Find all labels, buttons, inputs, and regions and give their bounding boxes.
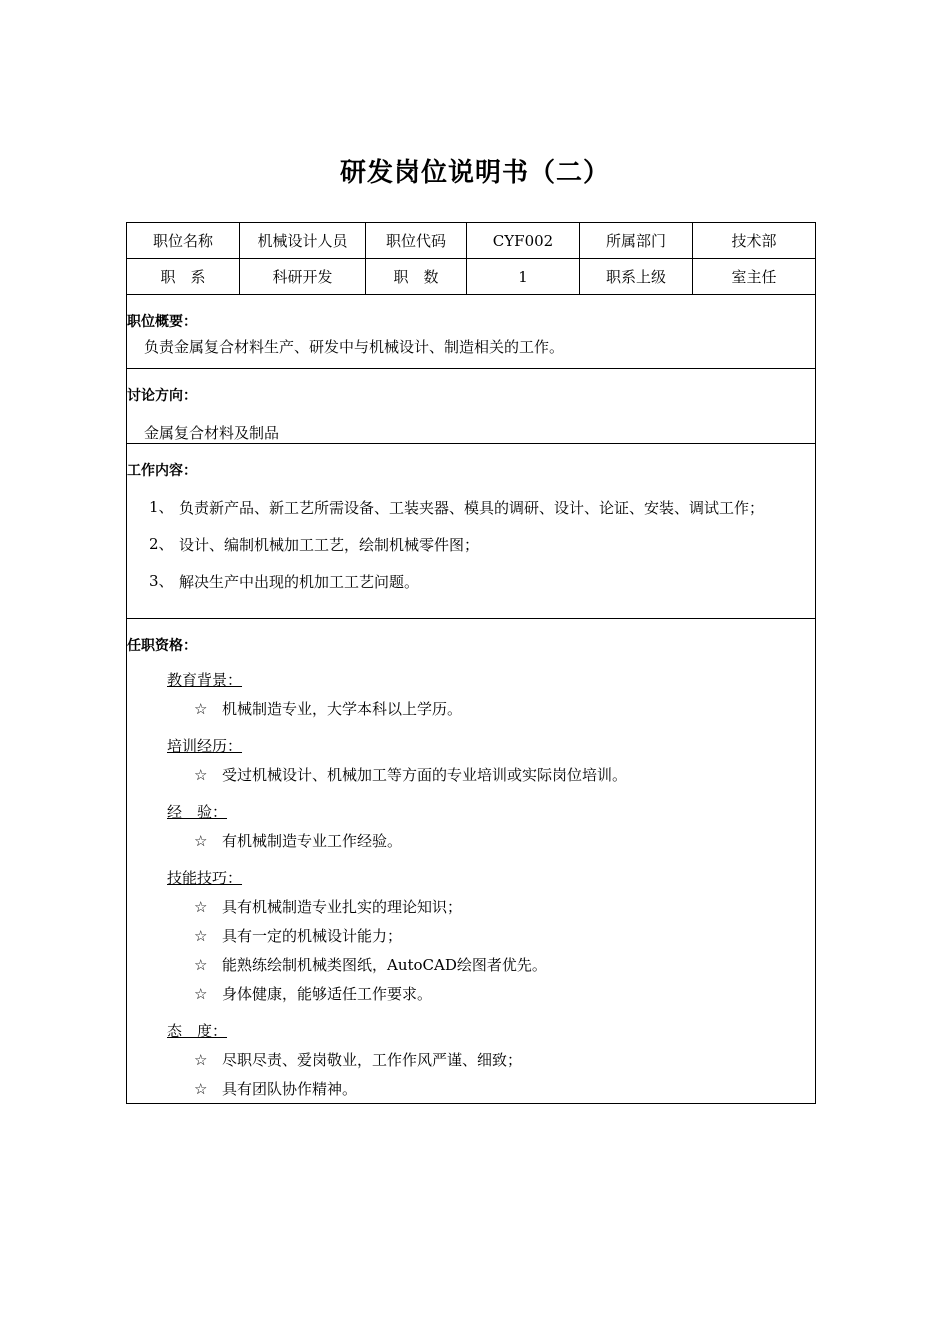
star-icon: ☆: [194, 1080, 208, 1098]
value-position-name: 机械设计人员: [240, 223, 366, 259]
skills-item: ☆ 具有机械制造专业扎实的理论知识；: [194, 898, 463, 916]
job-description-table: [126, 222, 816, 1104]
work-section: [127, 444, 816, 619]
direction-section: [127, 369, 816, 444]
value-job-family: 科研开发: [240, 259, 366, 295]
work-item-text: 解决生产中出现的机加工工艺问题。: [179, 573, 420, 591]
work-heading: 工作内容：: [127, 463, 197, 479]
label-position-code: 职位代码: [366, 223, 467, 259]
label-position-name: 职位名称: [127, 223, 240, 259]
star-icon: ☆: [194, 898, 208, 916]
value-department: 技术部: [693, 223, 816, 259]
label-department: 所属部门: [580, 223, 693, 259]
star-icon: ☆: [194, 956, 208, 974]
work-item: [149, 496, 815, 520]
label-supervisor: 职系上级: [580, 259, 693, 295]
work-item-number: 1、: [149, 498, 174, 516]
star-icon: ☆: [194, 766, 208, 784]
work-item: [149, 533, 815, 557]
label-job-family: 职 系: [127, 259, 240, 295]
direction-text: 金属复合材料及制品: [144, 424, 280, 442]
star-icon: ☆: [194, 1051, 208, 1069]
experience-item: ☆ 有机械制造专业工作经验。: [194, 832, 403, 850]
summary-heading: 职位概要：: [127, 314, 197, 330]
star-icon: ☆: [194, 832, 208, 850]
work-item-number: 2、: [149, 535, 174, 553]
skills-item: ☆ 身体健康，能够适任工作要求。: [194, 985, 433, 1003]
value-headcount: 1: [467, 259, 580, 295]
training-item: ☆ 受过机械设计、机械加工等方面的专业培训或实际岗位培训。: [194, 766, 628, 784]
education-label: 教育背景：: [167, 671, 243, 689]
qualification-heading: 任职资格：: [127, 638, 197, 654]
work-item: [149, 570, 815, 594]
label-headcount: 职 数: [366, 259, 467, 295]
qualification-section: [127, 619, 816, 1104]
direction-heading: 讨论方向：: [127, 388, 197, 404]
star-icon: ☆: [194, 700, 208, 718]
skills-item: ☆ 具有一定的机械设计能力；: [194, 927, 403, 945]
education-item: ☆ 机械制造专业，大学本科以上学历。: [194, 700, 463, 718]
work-item-text: 负责新产品、新工艺所需设备、工装夹器、模具的调研、设计、论证、安装、调试工作；: [179, 499, 765, 517]
summary-section: [127, 295, 816, 369]
skills-label: 技能技巧：: [167, 869, 243, 887]
work-item-number: 3、: [149, 572, 174, 590]
work-item-text: 设计、编制机械加工工艺，绘制机械零件图；: [179, 536, 480, 554]
header-row-1: [127, 223, 816, 259]
training-label: 培训经历：: [167, 737, 243, 755]
value-position-code: CYF002: [467, 223, 580, 259]
star-icon: ☆: [194, 927, 208, 945]
value-supervisor: 室主任: [693, 259, 816, 295]
attitude-item: ☆ 具有团队协作精神。: [194, 1080, 358, 1098]
skills-item: ☆ 能熟练绘制机械类图纸，AutoCAD绘图者优先。: [194, 956, 547, 974]
summary-text: 负责金属复合材料生产、研发中与机械设计、制造相关的工作。: [144, 338, 565, 356]
experience-label: 经 验：: [167, 803, 228, 821]
attitude-label: 态 度：: [167, 1022, 228, 1040]
star-icon: ☆: [194, 985, 208, 1003]
document-title: 研发岗位说明书（二）: [339, 158, 610, 188]
header-row-2: [127, 259, 816, 295]
attitude-item: ☆ 尽职尽责、爱岗敬业，工作作风严谨、细致；: [194, 1051, 523, 1069]
